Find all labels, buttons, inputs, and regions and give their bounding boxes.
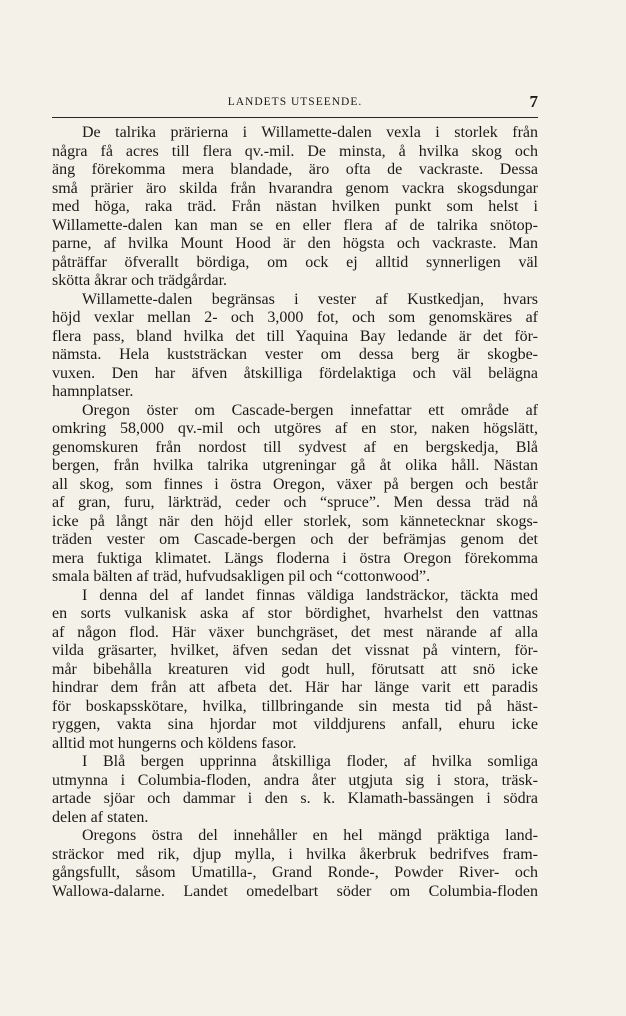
header-rule <box>52 117 538 118</box>
text-line: nämsta. Hela kuststräckan vester om dessa berg är skogbe- <box>52 346 538 363</box>
text-line: vilda gräsarter, hvilket, äfven sedan det vissnat på vintern, för- <box>52 642 538 659</box>
text-line: mår bibehålla kreaturen vid godt hull, förutsatt att snö icke <box>52 660 538 678</box>
text-line: genomskuren från nordost till sydvest af en bergskedja, Blå <box>52 438 538 456</box>
text-line: Oregon öster om Cascade-bergen innefattar ett område af <box>82 401 538 419</box>
text-line: af någon flod. Här växer bunchgräset, det mest närande af alla <box>52 623 538 641</box>
text-line: af gran, furu, lärkträd, ceder och “spruce”. Men dessa träd nå <box>52 494 538 511</box>
text-line: Willamette-dalen begränsas i vester af Kustkedjan, hvars <box>82 290 538 308</box>
text-line: träden vester om Cascade-bergen och der befrämjas genom det <box>52 531 538 548</box>
text-line: icke på långt när den höjd eller storlek, som kännetecknar skogs- <box>52 512 538 530</box>
text-line: Wallowa-dalarne. Landet omedelbart söder om Columbia-floden <box>52 882 538 900</box>
text-line: sträckor med rik, djup mylla, i hvilka åkerbruk bedrifves fram- <box>52 845 538 863</box>
text-line: gångsfullt, såsom Umatilla-, Grand Ronde-, Powder River- och <box>52 864 538 881</box>
text-line: I denna del af landet finnas väldiga landsträckor, täckta med <box>82 586 538 604</box>
text-line: mera fuktiga klimatet. Längs floderna i östra Oregon förekomma <box>52 549 538 567</box>
text-line: Oregons östra del innehåller en hel mängd präktiga land- <box>82 827 538 844</box>
text-line: hindrar dem från att afbeta det. Här har länge varit ett paradis <box>52 679 538 696</box>
text-line: artade sjöar och dammar i den s. k. Klamath-bassängen i södra <box>52 790 538 807</box>
text-line: alltid mot hungerns och köldens fasor. <box>52 734 297 752</box>
running-title: LANDETS UTSEENDE. <box>227 96 363 108</box>
text-line: utmynna i Columbia-floden, andra åter utgjuta sig i stora, träsk- <box>52 771 538 789</box>
text-line: vuxen. Den har äfven åtskilliga fördelaktiga och väl belägna <box>52 364 538 382</box>
text-line: De talrika prärierna i Willamette-dalen vexla i storlek från <box>82 124 538 141</box>
text-line: höjd vexlar mellan 2- och 3,000 fot, och som genomskäres af <box>52 309 538 326</box>
text-line: omkring 58,000 qv.-mil och utgöres af en stor, naken högslätt, <box>52 420 538 437</box>
text-line: äng förekomma mera blandade, äro ofta de vackraste. Dessa <box>52 161 538 178</box>
text-line: små prärier äro skilda från hvarandra genom vackra skogsdungar <box>52 179 538 197</box>
text-line: för boskapsskötare, hvilka, tillbringande sin mesta tid på häst- <box>52 697 538 715</box>
page-number: 7 <box>529 92 538 111</box>
text-line: all skog, som finnes i östra Oregon, växer på bergen och består <box>52 475 538 493</box>
text-line: bergen, från hvilka talrika utgreningar gå åt olika håll. Nästan <box>52 457 538 474</box>
body-text <box>52 124 538 901</box>
text-line: flera pass, bland hvilka det till Yaquina Bay ledande är det för- <box>52 327 538 345</box>
text-line: parne, af hvilka Mount Hood är den högsta och vackraste. Man <box>52 235 538 252</box>
text-line: med höga, raka träd. Från nästan hvilken punkt som helst i <box>52 198 538 215</box>
text-line: delen af staten. <box>52 808 149 826</box>
text-line: några få acres till flera qv.-mil. De minsta, å hvilka skog och <box>52 142 538 160</box>
page-header <box>52 92 538 114</box>
text-line: påträffar öfverallt bördiga, om ock ej alltid synnerligen väl <box>52 253 538 271</box>
text-line: Willamette-dalen kan man se en eller flera af de talrika snötop- <box>52 216 538 234</box>
text-line: hamnplatser. <box>52 383 134 400</box>
text-line: en sorts vulkanisk aska af stor bördighet, hvarhelst den vattnas <box>52 605 538 622</box>
text-line: smala bälten af träd, hufvudsakligen pil och “cottonwood”. <box>52 568 431 585</box>
text-line: I Blå bergen upprinna åtskilliga floder, af hvilka somliga <box>82 753 538 770</box>
text-line: skötta åkrar och trädgårdar. <box>52 272 228 289</box>
text-line: ryggen, vakta sina hjordar mot vilddjurens anfall, ehuru icke <box>52 716 538 733</box>
